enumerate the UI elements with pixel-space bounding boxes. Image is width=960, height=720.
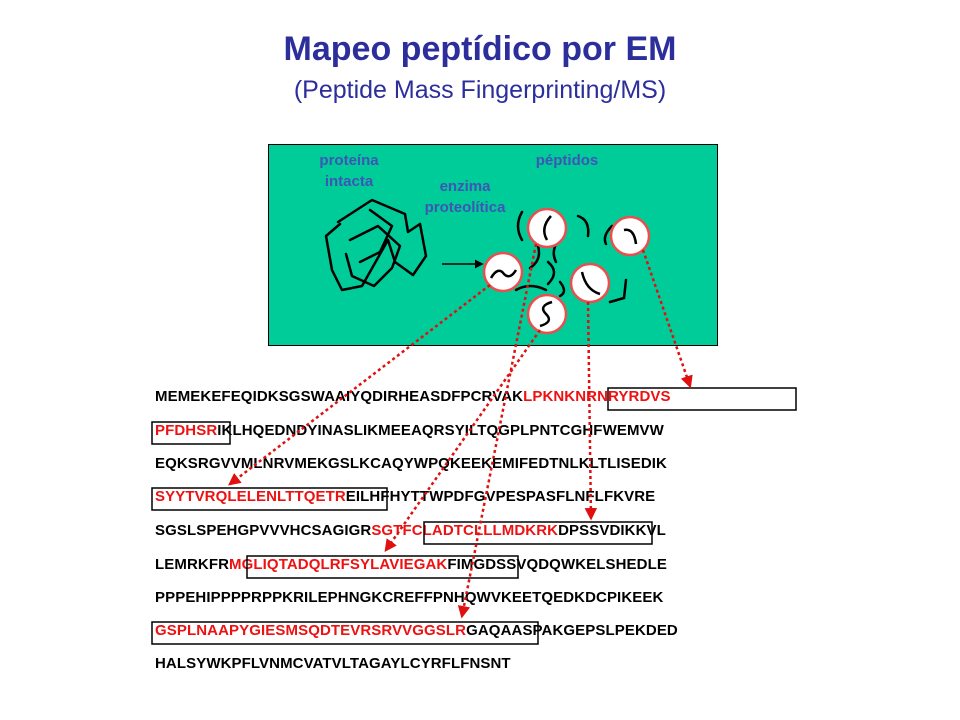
sequence-segment: PPPEHIPPPPRPPKRILEPHNGKCREFFPNHQWVKEETQEDKDCPIKEEK (155, 589, 664, 606)
sequence-segment: IKLHQEDNDYINASLIKMEEAQRSYILTQGPLPNTCGHFWEMVW (217, 422, 664, 439)
enzyme-label-line2: proteolítica (424, 199, 506, 216)
peptide-circle-4 (571, 264, 609, 302)
peptide-circle-2 (611, 217, 649, 255)
sequence-peptide-match: LPKNKNRNRYRDVS (523, 388, 671, 405)
mapping-arrow-5 (588, 302, 591, 518)
sequence-peptide-match: GSPLNAAPYGIESMSQDTEVRSRVVGGSLR (155, 622, 467, 639)
sequence-peptide-match: SYYTVRQLELENLTTQETR (155, 488, 346, 505)
sequence-peptide-match: SGTFCLADTCLLLMDKRK (371, 522, 559, 539)
peptide-circles (484, 209, 649, 333)
intact-protein-icon (326, 200, 426, 290)
sequence-segment: DPSSVDIKKVL (558, 522, 666, 539)
mapping-arrow-2 (462, 244, 536, 616)
sequence-peptide-match: PFDHSR (155, 422, 218, 439)
enzyme-label-line1: enzima (439, 178, 491, 195)
sequence-segment: LEMRKFR (155, 556, 230, 573)
mapping-arrow-4 (386, 330, 540, 550)
sequence-peptide-match: MGLIQTADQLRFSYLAVIEGAK (229, 556, 448, 573)
peptides-label: péptidos (535, 152, 599, 169)
page-subtitle: (Peptide Mass Fingerprinting/MS) (293, 76, 667, 104)
protein-label-line2: intacta (324, 173, 374, 190)
peptide-circle-1 (528, 209, 566, 247)
mapping-arrow-3 (230, 285, 490, 484)
page-title: Mapeo peptídico por EM (283, 30, 677, 68)
sequence-segment: MEMEKEFEQIDKSGSWAAIYQDIRHEASDFPCRVAK (155, 388, 524, 405)
mapping-arrow-1 (643, 250, 690, 386)
sequence-segment: HALSYWKPFLVNMCVATVLTAGAYLCYRFLFNSNT (155, 655, 511, 672)
sequence-segment: EQKSRGVVMLNRVMEKGSLKCAQYWPQKEEKEMIFEDTNLKLTLISEDIK (155, 455, 667, 472)
sequence-segment: SGSLSPEHGPVVVHCSAGIGR (155, 522, 372, 539)
sequence-segment: FIMGDSSVQDQWKELSHEDLE (447, 556, 667, 573)
sequence-segment: GAQAASPAKGEPSLPEKDED (466, 622, 678, 639)
peptide-circle-5 (528, 295, 566, 333)
protein-label-line1: proteína (319, 152, 379, 169)
sequence-segment: EILHFHYTTWPDFGVPESPASFLNFLFKVRE (345, 488, 656, 505)
